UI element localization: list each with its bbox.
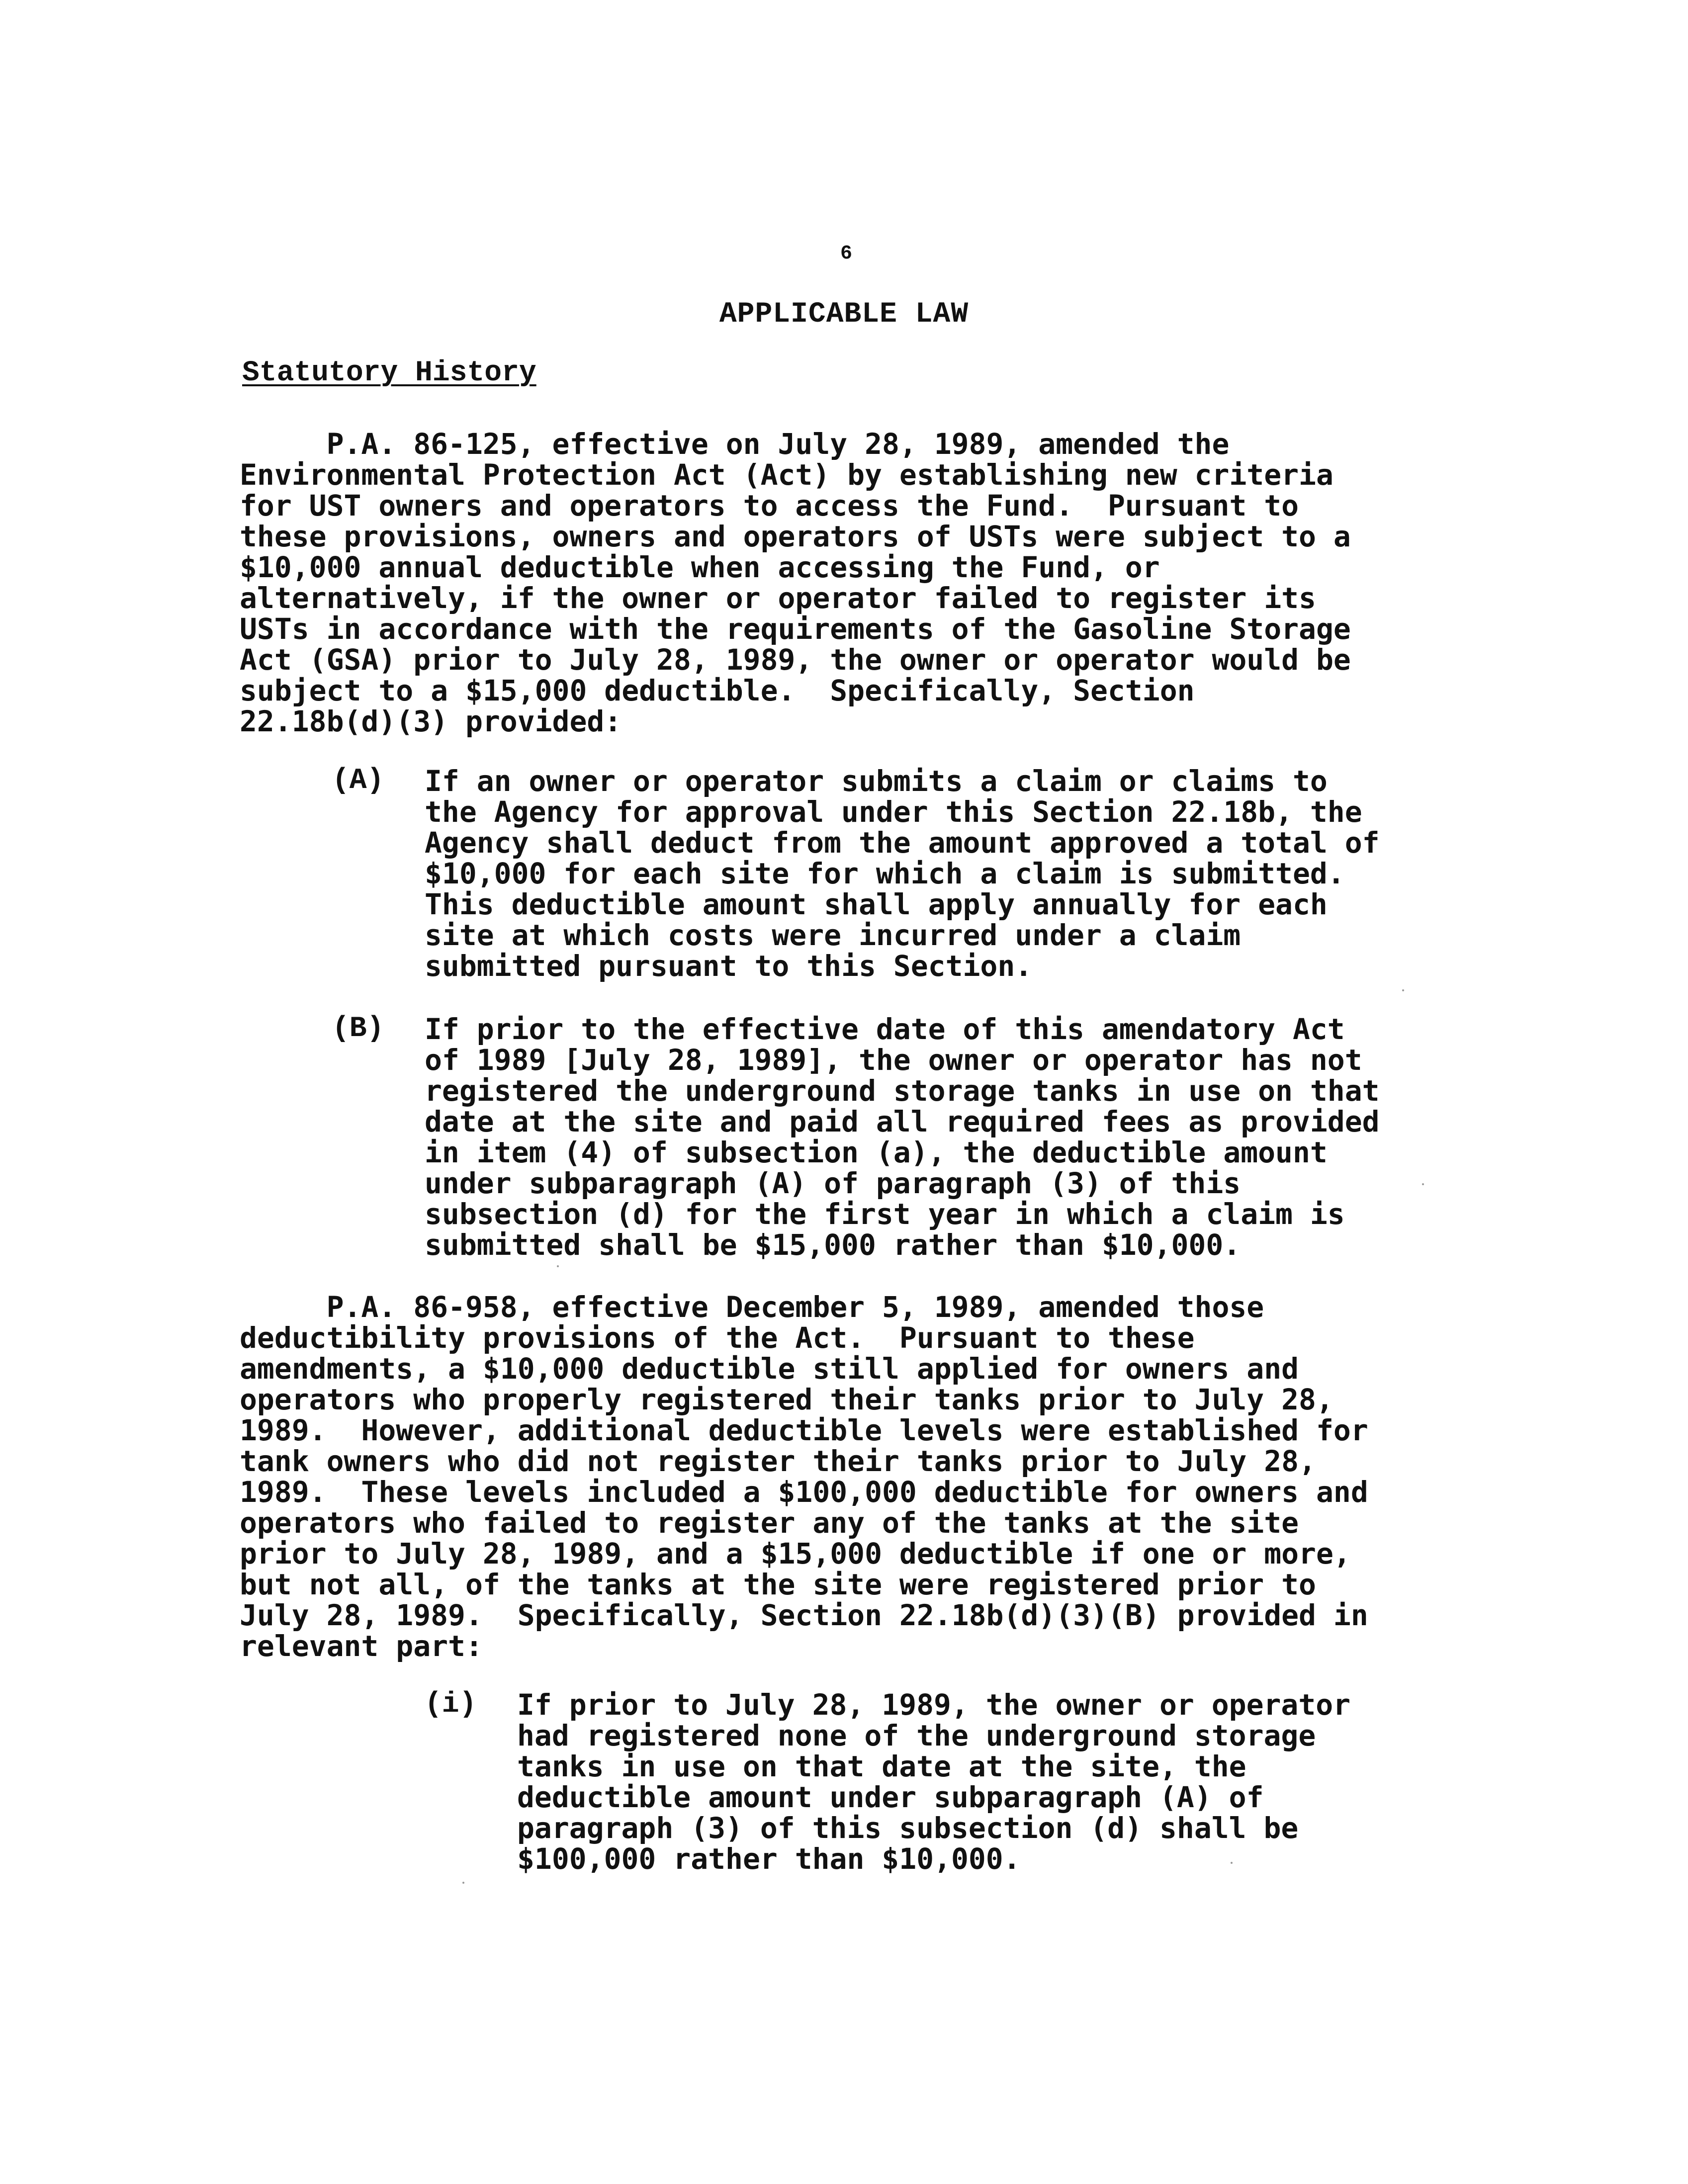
- item-a-text: If an owner or operator submits a claim or claims to the Agency for approval under this Section 22.18b, the Agency shall deduct from the amount approved a total of $10,000 for each site for which a claim is submitted. This deductible amount shall apply annually for each site at which costs were incurred under a claim submitted pursuant to this Section.: [425, 764, 1380, 983]
- item-i-text: If prior to July 28, 1989, the owner or operator had registered none of the underground storage tanks in use on that date at the site, the deductible amount under subparagraph (A) of paragraph (3) of this subsection (d) shall be $100,000 rather than $10,000.: [517, 1688, 1351, 1876]
- item-a-marker: (A): [332, 765, 384, 797]
- scan-speck: [1231, 1862, 1233, 1864]
- paragraph-pa-86-958: P.A. 86-958, effective December 5, 1989, amended those deductibility provisions of the Act. Pursuant to these amendments, a $10,000 deductible still applied for owners and operators who properly registered their tanks prior to July 28, 1989. However, additional deductible levels were established for tank owners who did not register their tanks prior to July 28, 1989. These levels included a $100,000 deductible for owners and operators who failed to register any of the tanks at the site prior to July 28, 1989, and a $15,000 deductible if one or more, but not all, of the tanks at the site were registered prior to July 28, 1989. Specifically, Section 22.18b(d)(3)(B) provided in relevant part:: [240, 1290, 1368, 1663]
- paragraph-pa-86-125: P.A. 86-125, effective on July 28, 1989, amended the Environmental Protection Act (Act) by establishing new criteria for UST owners and operators to access the Fund. Pursuant to these provisions, owners and operators of USTs were subject to a $10,000 annual deductible when accessing the Fund, or alternatively, if the owner or operator failed to register its USTs in accordance with the requirements of the Gasoline Storage Act (GSA) prior to July 28, 1989, the owner or operator would be subject to a $15,000 deductible. Specifically, Section 22.18b(d)(3) provided:: [240, 427, 1351, 738]
- statutory-history-subheading: Statutory History: [242, 357, 536, 389]
- scan-speck: [1402, 989, 1404, 991]
- item-i-marker: (i): [425, 1688, 477, 1721]
- page-number: 6: [840, 243, 853, 265]
- scan-speck: [462, 1882, 464, 1884]
- scan-speck: [557, 1265, 559, 1267]
- scan-speck: [1422, 1183, 1424, 1185]
- item-b-text: If prior to the effective date of this amendatory Act of 1989 [July 28, 1989], the owner or operator has not registered the underground storage tanks in use on that date at the site and paid all required fees as provided in item (4) of subsection (a), the deductible amount under subparagraph (A) of paragraph (3) of this subsection (d) for the first year in which a claim is submitted shall be $15,000 rather than $10,000.: [425, 1012, 1380, 1262]
- section-heading: APPLICABLE LAW: [719, 298, 969, 331]
- item-b-marker: (B): [332, 1013, 384, 1045]
